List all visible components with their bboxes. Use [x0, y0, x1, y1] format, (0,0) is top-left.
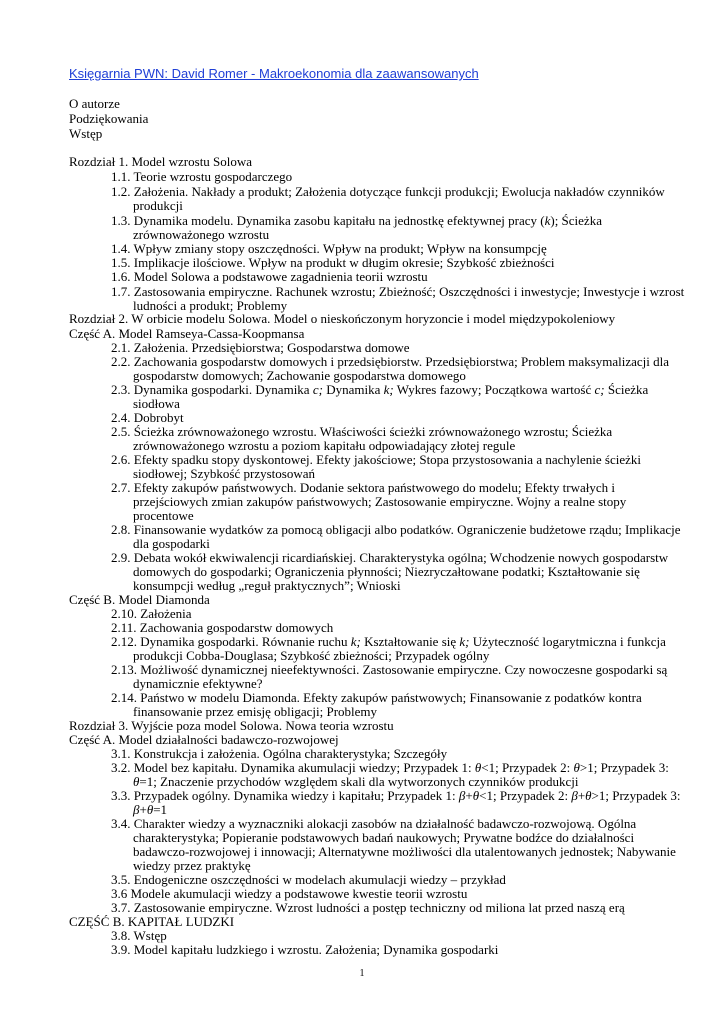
- toc-line: produkcji: [133, 198, 183, 213]
- toc-line: domowych do gospodarki; Ograniczenia płynności; Niezryczałtowane podatki; Kształtowanie się: [133, 564, 640, 579]
- toc-line: 1.1. Teorie wzrostu gospodarczego: [111, 169, 293, 184]
- toc-line: Część A. Model Ramseya-Cassa-Koopmansa: [69, 326, 305, 341]
- toc-line: CZĘŚĆ B. KAPITAŁ LUDZKI: [69, 914, 235, 929]
- toc-line: 3.7. Zastosowanie empiryczne. Wzrost ludności a postęp techniczny od miliona lat przed naszą erą: [111, 900, 625, 915]
- toc-line: 2.11. Zachowania gospodarstw domowych: [111, 620, 334, 635]
- toc-line: dla gospodarki: [133, 536, 210, 551]
- toc-line: 1.4. Wpływ zmiany stopy oszczędności. Wpływ na produkt; Wpływ na konsumpcję: [111, 241, 547, 256]
- toc-line: 3.3. Przypadek ogólny. Dynamika wiedzy i kapitału; Przypadek 1: β+θ<1; Przypadek 2: β+θ>1; Przypadek 3:: [111, 788, 681, 803]
- toc-line: 2.14. Państwo w modelu Diamonda. Efekty zakupów państwowych; Finansowanie z podatków kontra: [111, 690, 642, 705]
- toc-line: 2.8. Finansowanie wydatków za pomocą obligacji albo podatków. Ograniczenie budżetowe rządu; Implikacje: [111, 522, 681, 537]
- toc-line: 3.5. Endogeniczne oszczędności w modelach akumulacji wiedzy – przykład: [111, 872, 506, 887]
- toc-line: 2.12. Dynamika gospodarki. Równanie ruchu k; Kształtowanie się k; Użyteczność logarytmiczna i funkcja: [111, 634, 666, 649]
- toc-line: Podziękowania: [69, 111, 149, 126]
- toc-line: 1.5. Implikacje ilościowe. Wpływ na produkt w długim okresie; Szybkość zbieżności: [111, 255, 555, 270]
- toc-line: finansowanie przez emisję obligacji; Problemy: [133, 704, 378, 719]
- toc-line: Rozdział 3. Wyjście poza model Solowa. Nowa teoria wzrostu: [69, 718, 394, 733]
- toc-line: β+θ=1: [133, 802, 168, 817]
- toc-line: 2.13. Możliwość dynamicznej nieefektywności. Zastosowanie empiryczne. Czy nowoczesne gospodarki są: [111, 662, 668, 677]
- toc-line: 2.1. Założenia. Przedsiębiorstwa; Gospodarstwa domowe: [111, 340, 410, 355]
- toc-line: 2.4. Dobrobyt: [111, 410, 184, 425]
- toc-line: 3.4. Charakter wiedzy a wyznaczniki alokacji zasobów na działalność badawczo-rozwojową. Ogólna: [111, 816, 637, 831]
- page-number: 1: [359, 968, 365, 979]
- toc-line: zrównoważonego wzrostu a poziom kapitału odpowiadający złotej regule: [133, 438, 516, 453]
- toc-line: Rozdział 2. W orbicie modelu Solowa. Model o nieskończonym horyzoncie i model międzypokoleniowy: [69, 311, 616, 326]
- toc-line: ludności a produkt; Problemy: [133, 298, 288, 313]
- toc-line: O autorze: [69, 96, 120, 111]
- toc-line: dynamicznie efektywne?: [133, 676, 263, 691]
- toc-line: 3.1. Konstrukcja i założenia. Ogólna charakterystyka; Szczegóły: [111, 746, 448, 761]
- toc-line: wiedzy przez praktykę: [133, 858, 251, 873]
- toc-line: 2.5. Ścieżka zrównoważonego wzrostu. Właściwości ścieżki zrównoważonego wzrostu; Ścieżka: [111, 424, 613, 439]
- toc-line: zrównoważonego wzrostu: [133, 227, 270, 242]
- toc-line: konsumpcji według „reguł praktycznych”; Wnioski: [133, 578, 401, 593]
- toc-line: 3.6 Modele akumulacji wiedzy a podstawowe kwestie teorii wzrostu: [111, 886, 468, 901]
- toc-line: produkcji Cobba-Douglasa; Szybkość zbieżności; Przypadek ogólny: [133, 648, 490, 663]
- toc-line: 3.2. Model bez kapitału. Dynamika akumulacji wiedzy; Przypadek 1: θ<1; Przypadek 2: θ>1; Przypadek 3:: [111, 760, 669, 775]
- toc-line: charakterystyka; Popieranie podstawowych badań naukowych; Prywatne bodźce do działalności: [133, 830, 635, 845]
- toc-line: 3.9. Model kapitału ludzkiego i wzrostu. Założenia; Dynamika gospodarki: [111, 942, 499, 957]
- toc-line: 2.10. Założenia: [111, 606, 192, 621]
- toc-line: 1.2. Założenia. Nakłady a produkt; Założenia dotyczące funkcji produkcji; Ewolucja nakładów czynników: [111, 184, 665, 199]
- toc-line: badawczo-rozwojowej i innowacji; Alternatywne możliwości dla utalentowanych jednostek; Nabywanie: [133, 844, 676, 859]
- toc-line: θ=1; Znaczenie przychodów względem skali dla wytworzonych czynników produkcji: [133, 774, 579, 789]
- toc-line: gospodarstw domowych; Zachowanie gospodarstwa domowego: [133, 368, 466, 383]
- toc-line: 1.7. Zastosowania empiryczne. Rachunek wzrostu; Zbieżność; Oszczędności i inwestycje; Inwestycje i wzrost: [111, 284, 685, 299]
- toc-line: Rozdział 1. Model wzrostu Solowa: [69, 154, 253, 169]
- toc-line: 2.6. Efekty spadku stopy dyskontowej. Efekty jakościowe; Stopa przystosowania a nachylenie ścieżki: [111, 452, 641, 467]
- toc-line: 1.6. Model Solowa a podstawowe zagadnienia teorii wzrostu: [111, 269, 428, 284]
- toc-line: siodłowa: [133, 396, 180, 411]
- toc-line: 1.3. Dynamika modelu. Dynamika zasobu kapitału na jednostkę efektywnej pracy (k); Ścieżka: [111, 213, 602, 228]
- toc-line: 2.9. Debata wokół ekwiwalencji ricardiańskiej. Charakterystyka ogólna; Wchodzenie nowych gospodarstw: [111, 550, 669, 565]
- bookstore-header-link[interactable]: Księgarnia PWN: David Romer - Makroekonomia dla zaawansowanych: [69, 66, 479, 81]
- toc-line: 2.3. Dynamika gospodarki. Dynamika c; Dynamika k; Wykres fazowy; Początkowa wartość c; Ścieżka: [111, 382, 649, 397]
- toc-line: procentowe: [133, 508, 194, 523]
- toc-line: 2.7. Efekty zakupów państwowych. Dodanie sektora państwowego do modelu; Efekty trwałych i: [111, 480, 615, 495]
- toc-line: 3.8. Wstęp: [111, 928, 167, 943]
- toc-line: 2.2. Zachowania gospodarstw domowych i przedsiębiorstw. Przedsiębiorstwa; Problem maksymalizacji dla: [111, 354, 670, 369]
- toc-line: siodłowej; Szybkość przystosowań: [133, 466, 315, 481]
- toc-line: Wstęp: [69, 126, 103, 141]
- toc-line: Część B. Model Diamonda: [69, 592, 210, 607]
- toc-line: Część A. Model działalności badawczo-rozwojowej: [69, 732, 339, 747]
- toc-line: przejściowych zmian zakupów państwowych; Zastosowanie empiryczne. Wojny a realne stopy: [133, 494, 627, 509]
